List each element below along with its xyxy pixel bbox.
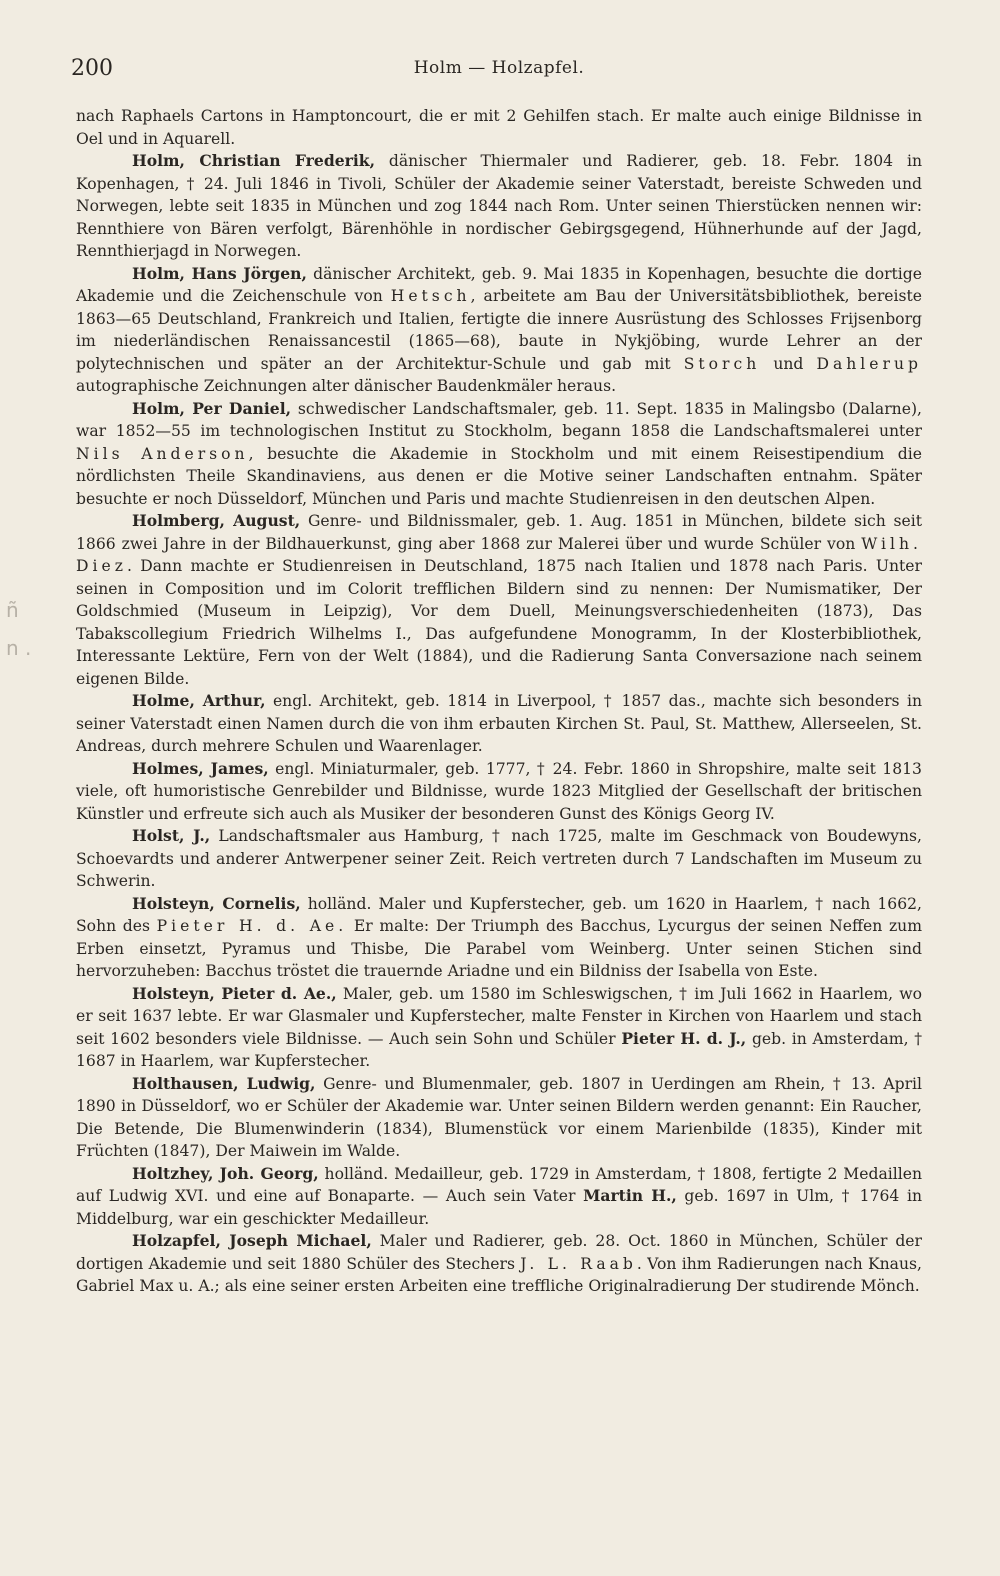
dictionary-entry bbox=[76, 1163, 922, 1231]
dictionary-entry bbox=[76, 150, 922, 263]
entry-lemma: Holtzhey, Joh. Georg, bbox=[132, 1163, 319, 1183]
entry-lemma: Holmes, James, bbox=[132, 758, 269, 778]
entry-text: geb. in Amsterdam, † 1687 in Haarlem, war Kupferstecher. bbox=[76, 1029, 923, 1070]
spaced-name: Nils Anderson bbox=[76, 444, 249, 463]
entry-lemma: Holmberg, August, bbox=[132, 511, 301, 530]
dictionary-entry bbox=[76, 758, 922, 826]
page-number: 200 bbox=[71, 56, 113, 81]
spaced-name: Storch bbox=[683, 354, 761, 373]
entry-text: dänischer Architekt, geb. 9. Mai 1835 in Kopenhagen, besuchte die dortige Akademie und die Zeichenschule von bbox=[76, 264, 922, 305]
entry-text: , arbeitete am Bau der Universitätsbibliothek, bereiste 1863—65 Deutschland, Frankreich und Italien, fertigte die innere Ausrüstung des Schlosses Frijsenborg im niederländischen Renaissancestil (1865—68), baute in Nykjöbing, wurde Lehrer an der polytechnischen und später an der Architektur-Schule und gab mit bbox=[76, 287, 922, 373]
dictionary-entry bbox=[76, 105, 922, 150]
entry-lemma: Pieter H. d. J., bbox=[621, 1028, 747, 1048]
dictionary-entry bbox=[76, 983, 922, 1073]
entry-lemma: Holm, Hans Jörgen, bbox=[132, 263, 307, 283]
entry-text: Er malte: Der Triumph des Bacchus, Lycurgus der seinen Neffen zum Erben einsetzt, Pyramus und Thisbe, Die Parabel vom Weinberg. Unter seinen Stichen sind hervorzuheben: Bacchus tröstet die trauernde Ariadne und ein Bildniss der Isabella von Este. bbox=[76, 917, 922, 980]
entry-text: dänischer Thiermaler und Radierer, geb. 18. Febr. 1804 in Kopenhagen, † 24. Juli 1846 in Tivoli, Schüler der Akademie seiner Vaterstadt, bereiste Schweden und Norwegen, lebte seit 1835 in München und zog 1844 nach Rom. Unter seinen Thierstücken nennen wir: Rennthiere von Bären verfolgt, Bärenhöhle in nordischer Gebirgsgegend, Hühnerhunde auf der Jagd, Rennthierjagd in Norwegen. bbox=[76, 152, 922, 260]
entry-lemma: Holsteyn, Cornelis, bbox=[132, 893, 301, 913]
entry-text: schwedischer Landschaftsmaler, geb. 11. Sept. 1835 in Malingsbo (Dalarne), war 1852—55 im technologischen Institut zu Stockholm, begann 1858 die Landschaftsmalerei unter bbox=[76, 399, 922, 440]
entry-lemma: Holthausen, Ludwig, bbox=[132, 1073, 316, 1093]
spaced-name: Wilh. Diez bbox=[76, 534, 922, 575]
running-head: Holm — Holzapfel. bbox=[413, 58, 585, 78]
entry-lemma: Holsteyn, Pieter d. Ae., bbox=[132, 983, 337, 1003]
entry-lemma: Holm, Christian Frederik, bbox=[132, 151, 376, 170]
entry-lemma: Holme, Arthur, bbox=[132, 691, 266, 710]
dictionary-entry bbox=[76, 1073, 922, 1163]
spaced-name: Pieter H. d. Ae. bbox=[156, 917, 348, 935]
margin-mark: ñ bbox=[6, 598, 19, 622]
entry-text: Maler, geb. um 1580 im Schleswigschen, † im Juli 1662 in Haarlem, wo er seit 1637 lebte. Er war Glasmaler und Kupferstecher, malte Fenster in Kirchen von Haarlem und stach seit 1602 besonders viele Bildnisse. — Auch sein Sohn und Schüler bbox=[76, 984, 922, 1048]
entry-text: geb. 1697 in Ulm, † 1764 in Middelburg, war ein geschickter Medailleur. bbox=[76, 1187, 922, 1228]
dictionary-entry bbox=[76, 690, 922, 758]
entry-text: . Von ihm Radierungen nach Knaus, Gabriel Max u. A.; als eine seiner ersten Arbeiten eine treffliche Originalradierung Der studirende Mönch. bbox=[76, 1254, 922, 1295]
spaced-name: Hetsch bbox=[390, 287, 471, 305]
entry-text: Landschaftsmaler aus Hamburg, † nach 1725, malte im Geschmack von Boudewyns, Schoevardts und anderer Antwerpener seiner Zeit. Reich vertreten durch 7 Landschaften im Museum zu Schwerin. bbox=[76, 827, 922, 890]
entry-text: Genre- und Blumenmaler, geb. 1807 in Uerdingen am Rhein, † 13. April 1890 in Düsseldorf, wo er Schüler der Akademie war. Unter seinen Bildern werden genannt: Ein Raucher, Die Betende, Die Blumenwinderin (1834), Blumenstück vor einem Marienbilde (1835), Kinder mit Früchten (1847), Der Maiwein im Walde. bbox=[76, 1074, 922, 1160]
dictionary-entry bbox=[76, 510, 922, 690]
entry-text: Genre- und Bildnissmaler, geb. 1. Aug. 1851 in München, bildete sich seit 1866 zwei Jahre in der Bildhauerkunst, ging aber 1868 zur Malerei über und wurde Schüler von bbox=[76, 512, 922, 553]
spaced-name: Dahlerup bbox=[816, 354, 922, 373]
entries-body bbox=[76, 105, 922, 1298]
entry-text: . Dann machte er Studienreisen in Deutschland, 1875 nach Italien und 1878 nach Paris. Unter seinen in Composition und im Colorit trefflichen Bildern sind zu nennen: Der Numismatiker, Der Goldschmied (Museum in Leipzig), Vor dem Duell, Meinungsverschiedenheiten (1873), Das Tabakscollegium Friedrich Wilhelms I., Das aufgefundene Monogramm, In der Klosterbibliothek, Interessante Lektüre, Fern von der Welt (1884), und die Radierung Santa Conversazione nach seinem eigenen Bilde. bbox=[76, 557, 922, 688]
entry-text: autographische Zeichnungen alter dänischer Baudenkmäler heraus. bbox=[76, 377, 617, 395]
entry-text: holländ. Medailleur, geb. 1729 in Amsterdam, † 1808, fertigte 2 Medaillen auf Ludwig XVI. und eine auf Bonaparte. — Auch sein Vater bbox=[76, 1164, 922, 1205]
entry-lemma: Martin H., bbox=[583, 1186, 677, 1205]
entry-lemma: Holst, J., bbox=[132, 826, 211, 845]
entry-text: engl. Miniaturmaler, geb. 1777, † 24. Febr. 1860 in Shropshire, malte seit 1813 viele, oft humoristische Genrebilder und Bildnisse, wurde 1823 Mitglied der Gesellschaft der britischen Künstler und erfreute sich auch als Musiker der besonderen Gunst des Königs Georg IV. bbox=[76, 759, 922, 823]
entry-text: nach Raphaels Cartons in Hamptoncourt, die er mit 2 Gehilfen stach. Er malte auch einige Bildnisse in Oel und in Aquarell. bbox=[76, 107, 922, 148]
entry-text: und bbox=[760, 354, 817, 373]
dictionary-entry bbox=[76, 398, 922, 511]
dictionary-entry bbox=[76, 893, 922, 983]
entry-text: Maler und Radierer, geb. 28. Oct. 1860 in München, Schüler der dortigen Akademie und seit 1880 Schüler des Stechers bbox=[76, 1232, 922, 1273]
entry-text: holländ. Maler und Kupferstecher, geb. um 1620 in Haarlem, † nach 1662, Sohn des bbox=[76, 894, 923, 935]
spaced-name: J. L. Raab bbox=[520, 1254, 637, 1273]
entry-lemma: Holzapfel, Joseph Michael, bbox=[132, 1231, 372, 1250]
margin-mark: n . bbox=[6, 636, 32, 660]
page-header bbox=[71, 52, 922, 92]
dictionary-entry bbox=[76, 1230, 922, 1298]
entry-text: , besuchte die Akademie in Stockholm und mit einem Reisestipendium die nördlichsten Theile Skandinaviens, aus denen er die Motive seiner Landschaften entnahm. Später besuchte er noch Düsseldorf, München und Paris und machte Studienreisen in den deutschen Alpen. bbox=[76, 444, 922, 508]
entry-lemma: Holm, Per Daniel, bbox=[132, 398, 292, 418]
entry-text: engl. Architekt, geb. 1814 in Liverpool, † 1857 das., machte sich besonders in seiner Vaterstadt einen Namen durch die von ihm erbauten Kirchen St. Paul, St. Matthew, Allerseelen, St. Andreas, durch mehrere Schulen und Waarenlager. bbox=[76, 692, 922, 755]
dictionary-entry bbox=[76, 825, 922, 893]
dictionary-entry bbox=[76, 263, 922, 398]
